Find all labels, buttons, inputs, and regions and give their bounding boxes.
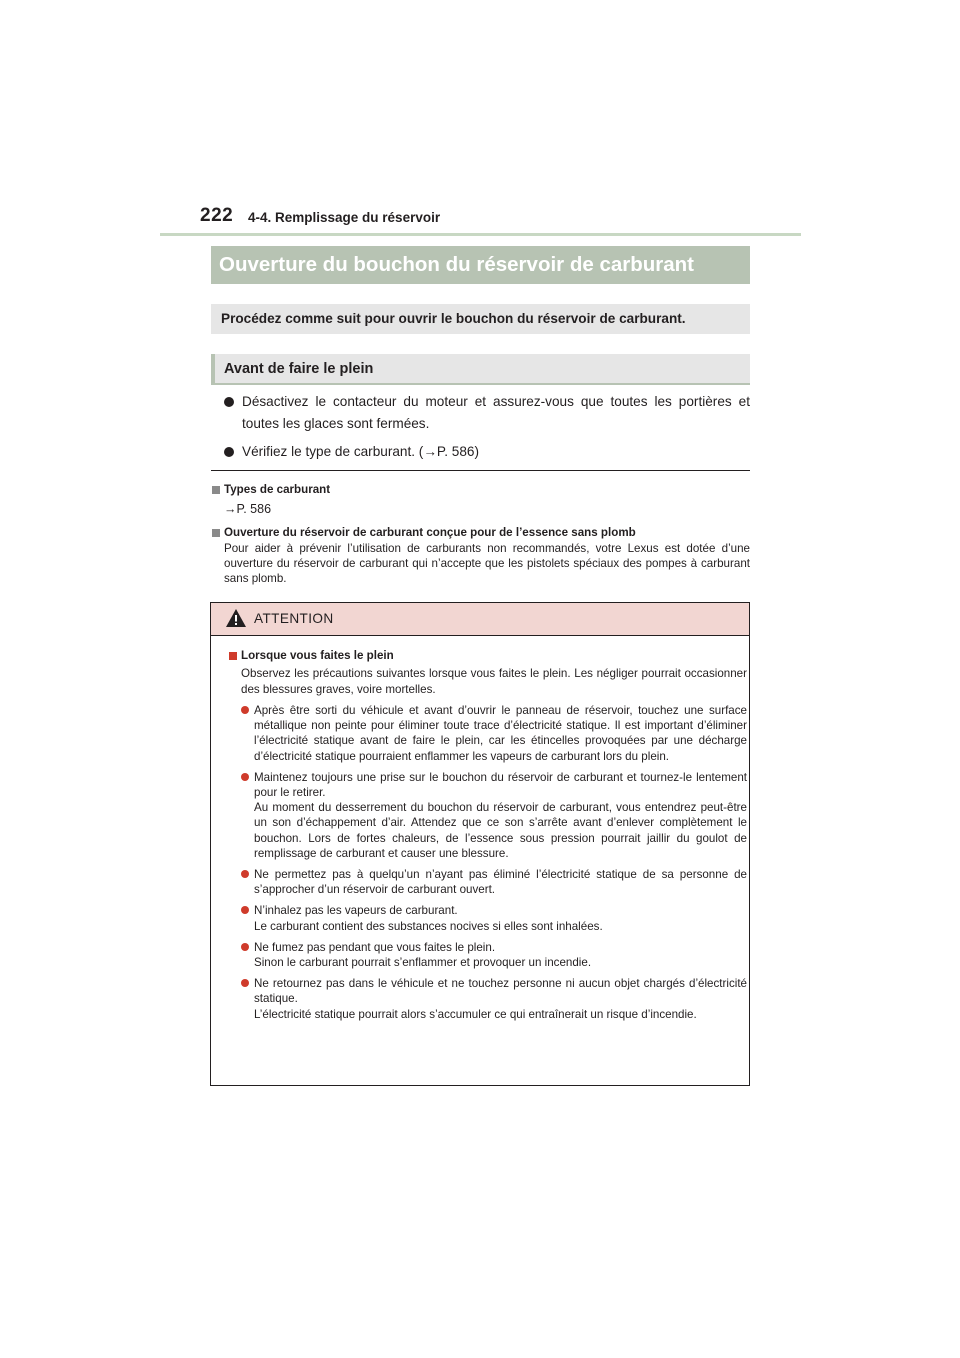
warning-item — [229, 867, 747, 897]
note-heading — [211, 525, 750, 541]
square-bullet-icon — [212, 529, 220, 537]
list-item — [222, 441, 750, 463]
bullet-text: Désactivez le contacteur du moteur et assurez-vous que toutes les portières et toutes les glaces sont fermées. — [242, 394, 750, 431]
divider — [211, 470, 750, 471]
note-heading — [211, 482, 750, 498]
warning-item — [229, 770, 747, 861]
warning-item-text: Au moment du desserrement du bouchon du réservoir de carburant, vous entendrez peut-être un son d’échappement d’air. Attendez que ce son s’arrête avant d’enlever complètement le bouchon. Lors de fortes chaleurs, de l’essence sous pression pourrait jaillir du goulot de remplissage de carburant et causer une blessure. — [254, 801, 747, 860]
header-rule — [160, 233, 801, 236]
bullet-icon — [224, 397, 234, 407]
red-bullet-icon — [241, 773, 249, 781]
page-title: Ouverture du bouchon du réservoir de carburant — [211, 246, 750, 284]
warning-label: ATTENTION — [254, 611, 334, 626]
note-heading-text: Types de carburant — [224, 483, 331, 496]
red-bullet-icon — [241, 906, 249, 914]
note-heading-text: Ouverture du réservoir de carburant conçue pour de l’essence sans plomb — [224, 526, 636, 539]
warning-header — [211, 603, 749, 636]
warning-item-text: Ne retournez pas dans le véhicule et ne touchez personne ni aucun objet chargés d’électricité statique. — [254, 977, 747, 1006]
section-reference: 4-4. Remplissage du réservoir — [248, 210, 441, 225]
bullet-icon — [224, 447, 234, 457]
bullet-text: Vérifiez le type de carburant. (→P. 586) — [242, 444, 480, 459]
notes-section — [211, 482, 750, 592]
warning-heading-text: Lorsque vous faites le plein — [241, 649, 394, 662]
red-bullet-icon — [241, 706, 249, 714]
warning-item-text: Le carburant contient des substances nocives si elles sont inhalées. — [254, 919, 603, 933]
warning-item — [229, 976, 747, 1022]
list-item — [222, 391, 750, 435]
red-bullet-icon — [241, 870, 249, 878]
warning-content — [229, 648, 747, 1028]
warning-item-text: N’inhalez pas les vapeurs de carburant. — [254, 904, 458, 918]
page-number: 222 — [200, 205, 234, 226]
warning-intro: Observez les précautions suivantes lorsque vous faites le plein. Les négliger pourrait occasionner des blessures graves, voire mortelles. — [241, 667, 747, 696]
warning-triangle-icon — [225, 608, 247, 633]
warning-item — [229, 940, 747, 970]
note-body: Pour aider à prévenir l’utilisation de carburants non recommandés, votre Lexus est dotée d’une ouverture du réservoir de carburant qui n’accepte que les pistolets spéciaux des pompes à carburant sans plomb. — [224, 542, 750, 585]
warning-item-text: Maintenez toujours une prise sur le bouchon du réservoir de carburant et tournez-le lentement pour le retirer. — [254, 770, 747, 800]
warning-item — [229, 903, 747, 933]
prefill-bullets — [222, 391, 750, 469]
note-reference[interactable]: →P. 586 — [224, 502, 272, 516]
warning-item-text: L’électricité statique pourrait alors s’accumuler ce qui entraînerait un risque d’incendie. — [254, 1007, 697, 1021]
subsection-title: Avant de faire le plein — [224, 361, 374, 377]
subsection-header — [211, 354, 750, 384]
warning-heading — [229, 648, 747, 664]
warning-item-text: Après être sorti du véhicule et avant d’ouvrir le panneau de réservoir, touchez une surface métallique non peinte pour éliminer toute trace d’électricité statique. Il est important d’éliminer l’électricité statique avant de faire le plein, car les étincelles provoquées par une décharge d’électricité statique pourraient enflammer les vapeurs de carburant lors du plein. — [254, 704, 747, 763]
warning-item — [229, 703, 747, 764]
intro-text: Procédez comme suit pour ouvrir le bouchon du réservoir de carburant. — [211, 304, 750, 334]
warning-box — [210, 602, 750, 1086]
red-bullet-icon — [241, 979, 249, 987]
subsection-underline — [211, 383, 750, 385]
warning-item-text: Ne fumez pas pendant que vous faites le plein. — [254, 940, 496, 954]
warning-item-text: Ne permettez pas à quelqu’un n’ayant pas éliminé l’électricité statique de sa personne de s’approcher d’un réservoir de carburant ouvert. — [254, 868, 747, 897]
square-bullet-icon — [212, 486, 220, 494]
square-bullet-icon — [229, 652, 237, 660]
red-bullet-icon — [241, 943, 249, 951]
warning-item-text: Sinon le carburant pourrait s’enflammer et provoquer un incendie. — [254, 956, 592, 970]
